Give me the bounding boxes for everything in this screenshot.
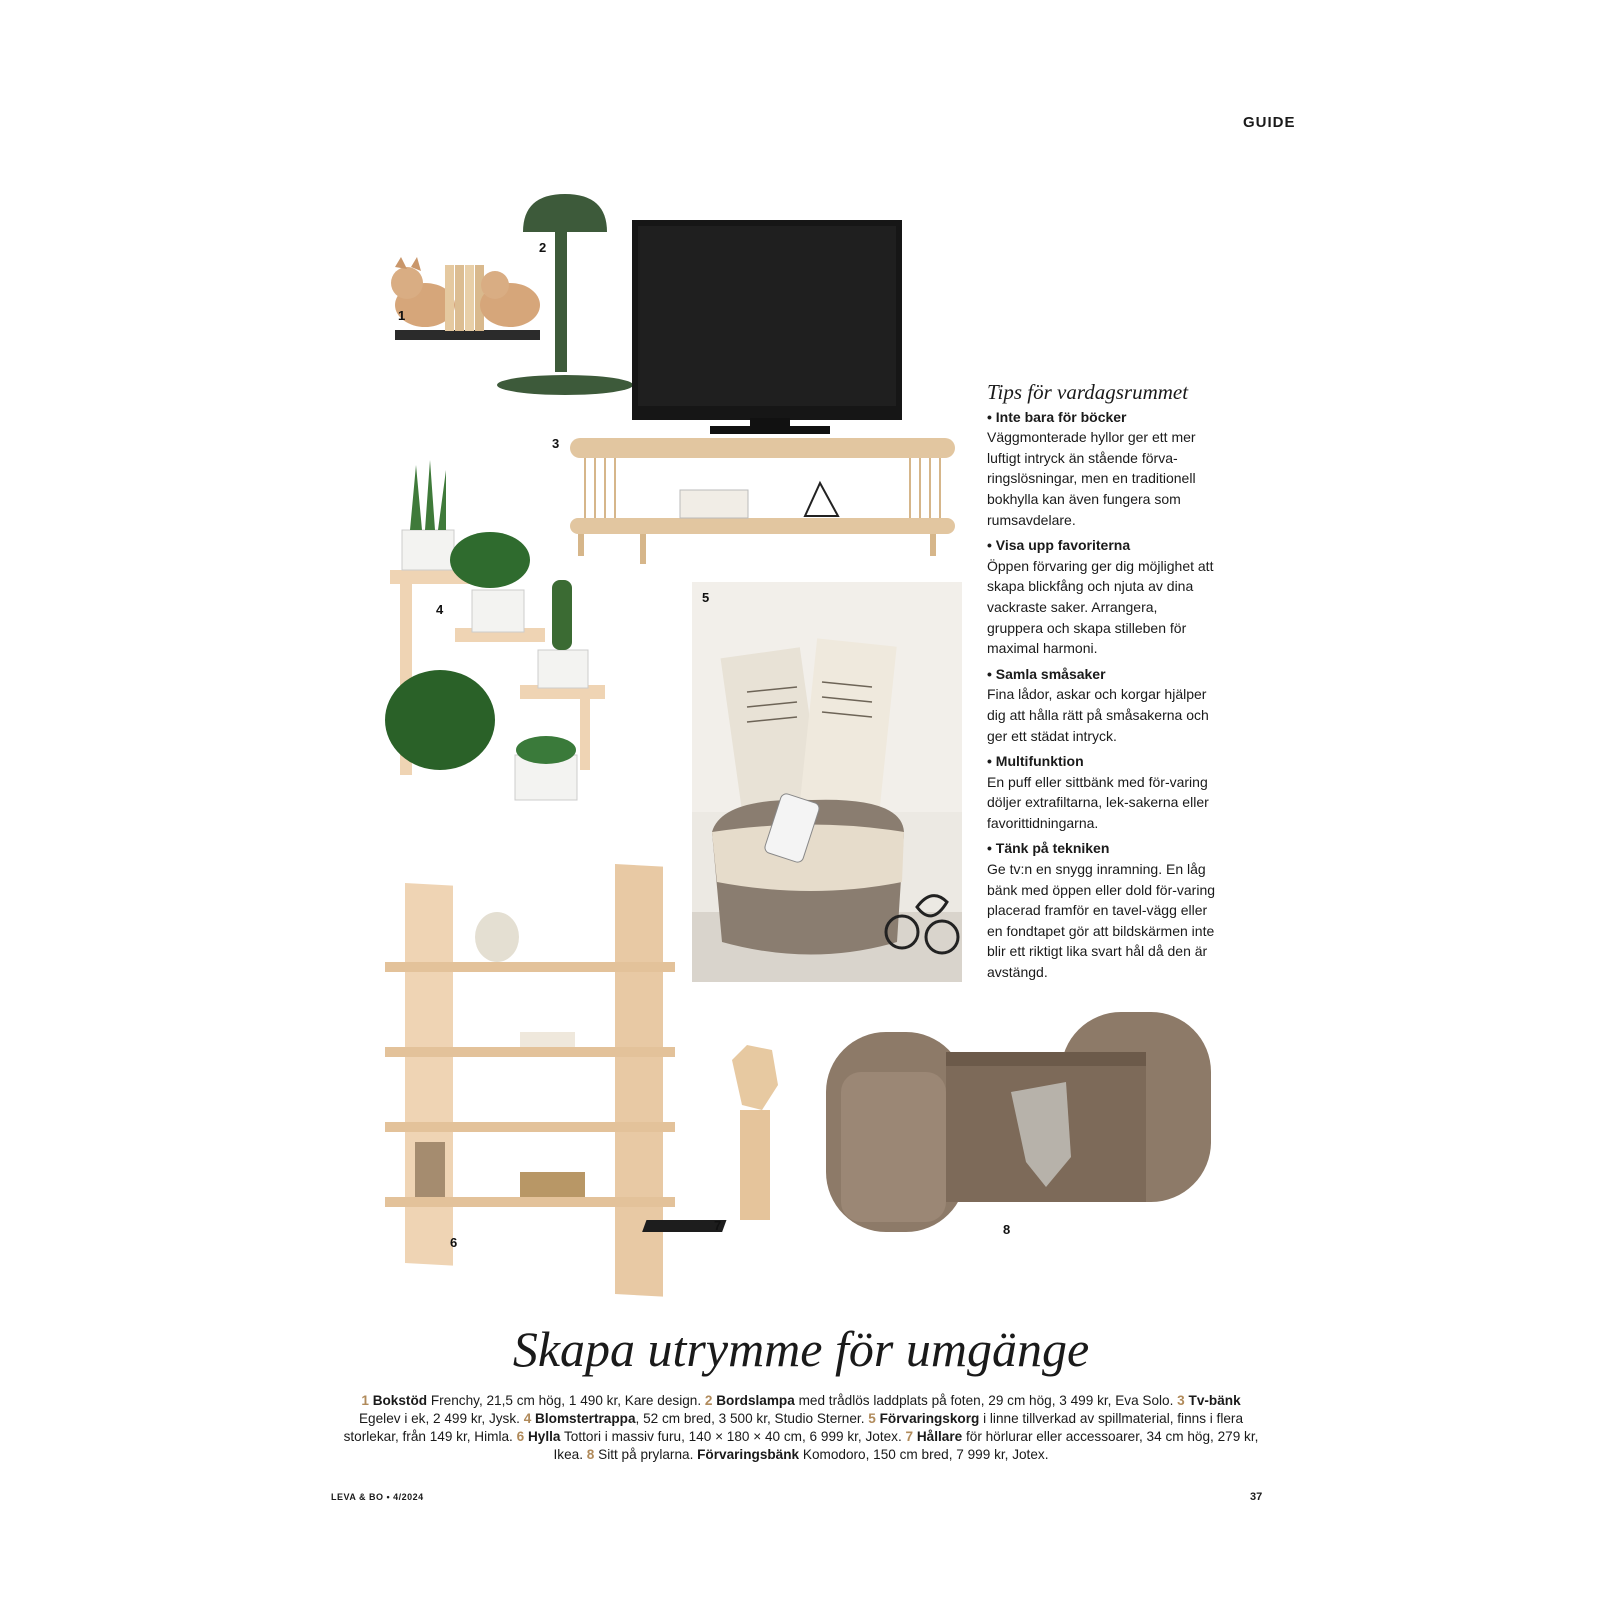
plant-stand-image	[380, 460, 620, 825]
section-label: GUIDE	[1243, 114, 1296, 131]
caption-product-name: Hylla	[527, 1429, 561, 1444]
caption-number: 6	[516, 1429, 525, 1444]
product-number: 7	[714, 1218, 722, 1233]
tip-body: En puff eller sittbänk med för-varing döljer extrafiltarna, lek-sakerna eller favorittidningarna.	[987, 773, 1209, 831]
tip-item	[987, 664, 1217, 746]
caption-number: 3	[1177, 1393, 1185, 1408]
bookshelf-image	[385, 852, 685, 1292]
tip-item	[987, 838, 1217, 982]
caption-text: Tottori i massiv furu, 140 × 180 × 40 cm, 6 999 kr, Jotex.	[563, 1429, 902, 1444]
tip-item	[987, 407, 1217, 531]
caption-product-name: Blomstertrappa	[535, 1411, 636, 1426]
tips-title: Tips för vardagsrummet	[987, 380, 1189, 404]
tip-item	[987, 751, 1217, 833]
caption-product-name: Bokstöd	[372, 1393, 428, 1408]
product-number: 6	[450, 1235, 458, 1250]
caption-text: Frenchy, 21,5 cm hög, 1 490 kr, Kare design.	[430, 1393, 702, 1408]
product-number: 2	[539, 240, 547, 255]
tips-column	[987, 382, 1217, 988]
storage-basket-photo	[692, 582, 962, 982]
caption-number: 1	[361, 1393, 369, 1408]
tip-heading: • Multifunktion	[987, 753, 1084, 770]
page-headline: Skapa utrymme för umgänge	[512, 1321, 1090, 1377]
tip-body: Fina lådor, askar och korgar hjälper dig att hålla rätt på småsakerna och ger ett städat intryck.	[987, 686, 1209, 744]
tip-body: Ge tv:n en snygg inramning. En låg bänk med öppen eller dold för-varing placerad framför en tavel-vägg eller en fondtapet gör att bildskärmen inte blir ett riktigt lika svart hål då den är avstängd.	[987, 861, 1216, 981]
caption-text: med trådlös laddplats på foten, 29 cm hög, 3 499 kr, Eva Solo.	[798, 1393, 1174, 1408]
page-number: 37	[1250, 1491, 1263, 1503]
caption-product-name: Hållare	[916, 1429, 963, 1444]
caption-number: 2	[704, 1393, 713, 1408]
caption-number: 4	[523, 1411, 532, 1426]
tip-body: Öppen förvaring ger dig möjlighet att skapa blickfång och njuta av dina vackraste saker. Arrangera, gruppera och skapa stilleben för maximal harmoni.	[987, 557, 1214, 657]
caption-text: Egelev i ek, 2 499 kr, Jysk.	[358, 1411, 520, 1426]
caption-text: Komodoro, 150 cm bred, 7 999 kr, Jotex.	[802, 1447, 1049, 1462]
tv-bench-image	[570, 218, 960, 568]
product-number: 3	[552, 436, 560, 451]
magazine-issue: LEVA & BO • 4/2024	[331, 1492, 424, 1502]
caption-number: 7	[905, 1429, 914, 1444]
caption-product-name: Förvaringskorg	[879, 1411, 980, 1426]
tip-heading: • Inte bara för böcker	[987, 408, 1127, 425]
caption-text: för hörlurar eller accessoarer, 34 cm hög, 279 kr, Ikea.	[553, 1429, 1259, 1462]
caption-number: 5	[868, 1411, 876, 1426]
caption-product-name: Bordslampa	[716, 1393, 795, 1408]
product-number: 1	[398, 308, 406, 323]
product-number: 8	[1003, 1222, 1011, 1237]
tip-item	[987, 535, 1217, 659]
headphone-holder-image	[712, 1040, 792, 1245]
storage-bench-image	[826, 1012, 1221, 1237]
caption-text: , 52 cm bred, 3 500 kr, Studio Sterner.	[635, 1411, 865, 1426]
caption-text: i linne tillverkad av spillmaterial, finns i flera storlekar, från 149 kr, Himla.	[343, 1411, 1244, 1444]
caption-intro: Sitt på prylarna.	[598, 1447, 694, 1462]
caption-product-name: Förvaringsbänk	[697, 1447, 800, 1462]
tip-heading: • Tänk på tekniken	[987, 840, 1110, 857]
tip-heading: • Samla småsaker	[987, 665, 1106, 682]
tip-heading: • Visa upp favoriterna	[987, 537, 1131, 554]
caption-number: 8	[586, 1447, 595, 1462]
product-number: 4	[436, 602, 444, 617]
product-captions	[340, 1392, 1262, 1464]
product-number: 5	[702, 590, 710, 605]
tip-body: Väggmonterade hyllor ger ett mer luftigt intryck än stående förva-ringslösningar, men en traditionell bokhylla kan även fungera som rumsavdelare.	[987, 429, 1196, 528]
caption-product-name: Tv-bänk	[1188, 1393, 1241, 1408]
